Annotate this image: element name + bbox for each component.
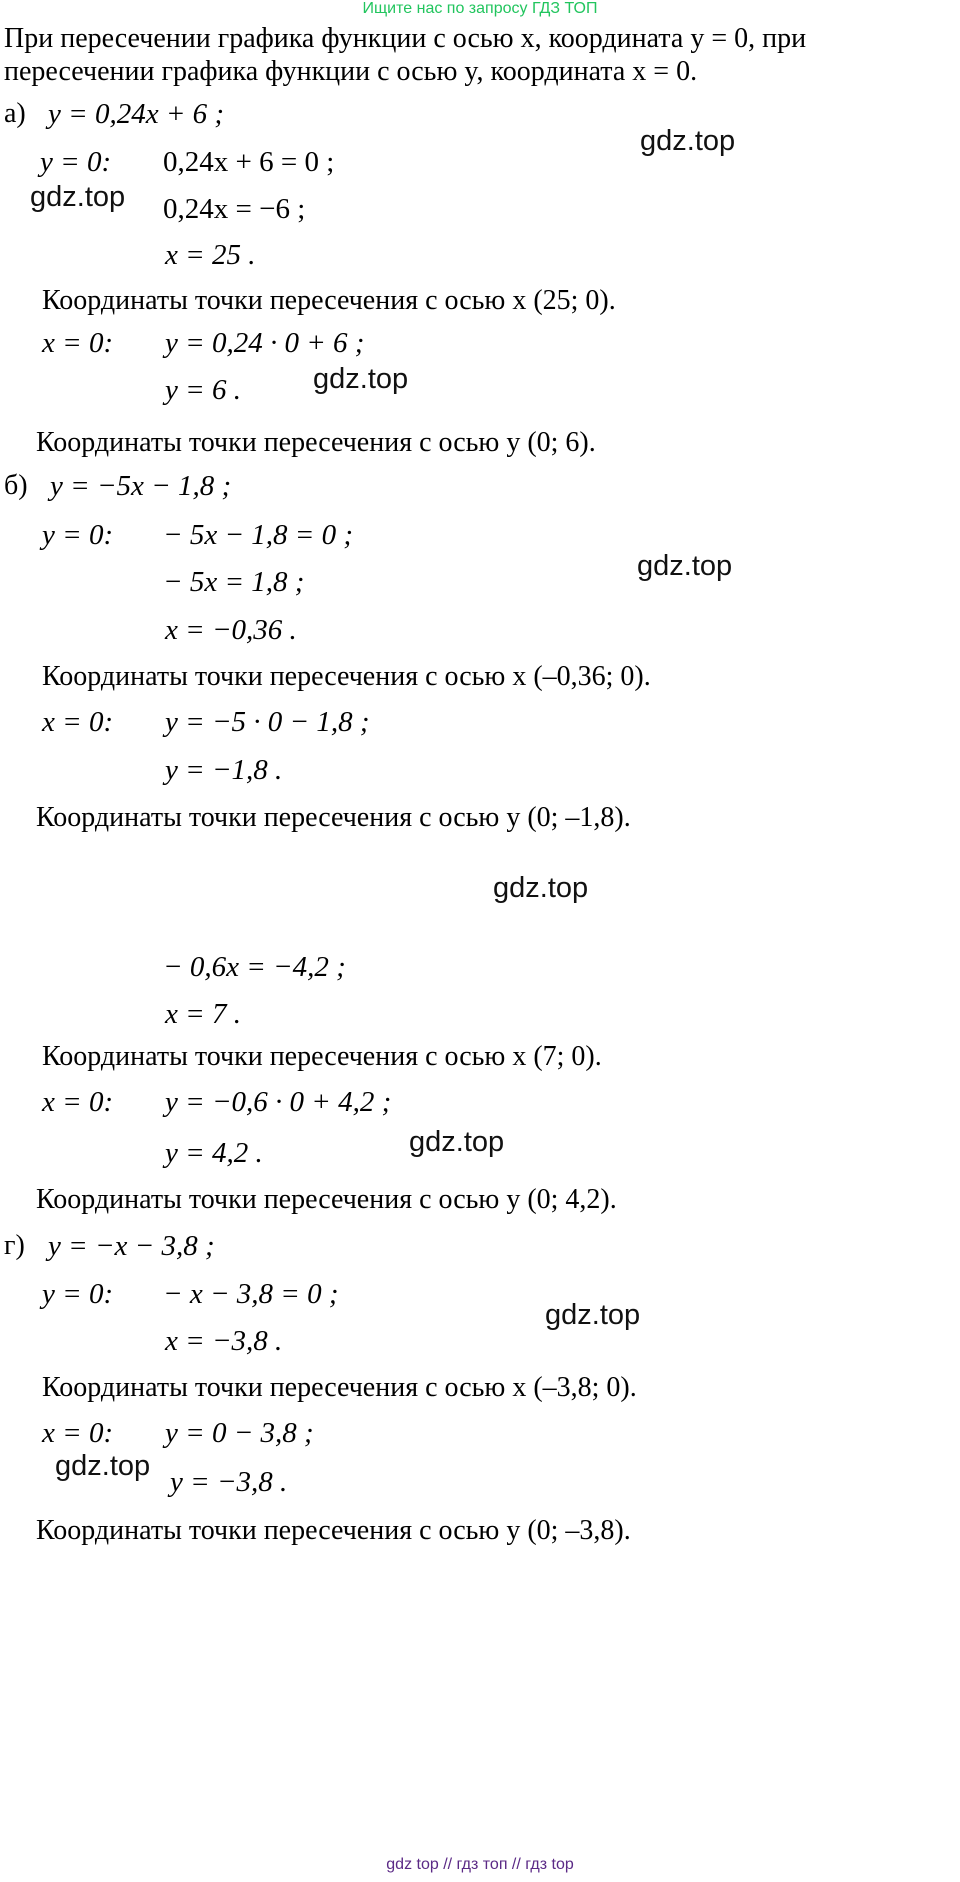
part-a-step1: 0,24x + 6 = 0 ;: [163, 146, 335, 178]
part-v-step2: − 0,6x = −4,2 ;: [163, 951, 346, 983]
part-v-result-y: Координаты точки пересечения с осью y (0; 4,2).: [36, 1184, 617, 1215]
part-b-result-y: Координаты точки пересечения с осью y (0; –1,8).: [36, 802, 631, 833]
part-a-result-y: Координаты точки пересечения с осью y (0; 6).: [36, 427, 596, 458]
part-v-step3: x = 7 .: [165, 998, 241, 1030]
watermark: gdz.top: [545, 1299, 641, 1331]
part-g-step3: y = 0 − 3,8 ;: [165, 1417, 314, 1449]
watermark: gdz.top: [55, 1450, 151, 1482]
part-a-step5: y = 6 .: [165, 374, 241, 406]
footer-links[interactable]: gdz top // гдз топ // гдз top: [386, 1856, 574, 1873]
watermark: gdz.top: [30, 181, 126, 213]
part-a-step3: x = 25 .: [165, 239, 256, 271]
part-a-cond-y0: y = 0:: [40, 146, 112, 178]
part-b-step2: − 5x = 1,8 ;: [163, 566, 305, 598]
part-v-step4: y = −0,6 · 0 + 4,2 ;: [165, 1086, 392, 1118]
part-g-label: г): [4, 1230, 25, 1261]
part-b-step1: − 5x − 1,8 = 0 ;: [163, 519, 353, 551]
part-g-step2: x = −3,8 .: [165, 1325, 283, 1357]
part-v-step5: y = 4,2 .: [165, 1137, 263, 1169]
part-g-equation: y = −x − 3,8 ;: [48, 1230, 215, 1262]
top-search-link[interactable]: Ищите нас по запросу ГДЗ ТОП: [362, 0, 598, 17]
watermark: gdz.top: [493, 872, 589, 904]
part-a-step4: y = 0,24 · 0 + 6 ;: [165, 327, 365, 359]
part-a-step2: 0,24x = −6 ;: [163, 193, 306, 225]
part-b-result-x: Координаты точки пересечения с осью x (–0,36; 0).: [42, 661, 651, 692]
part-b-step5: y = −1,8 .: [165, 754, 283, 786]
watermark: gdz.top: [409, 1126, 505, 1158]
part-a-cond-x0: x = 0:: [42, 327, 114, 359]
part-v-cond-x0: x = 0:: [42, 1086, 114, 1118]
intro-line-1: При пересечении графика функции с осью x, координата y = 0, при: [4, 23, 807, 54]
part-b-label: б): [4, 470, 28, 501]
watermark: gdz.top: [313, 363, 409, 395]
part-a-label: а): [4, 98, 26, 129]
part-g-step4: y = −3,8 .: [170, 1466, 288, 1498]
part-v-result-x: Координаты точки пересечения с осью x (7; 0).: [42, 1041, 602, 1072]
part-g-result-x: Координаты точки пересечения с осью x (–3,8; 0).: [42, 1372, 637, 1403]
part-g-step1: − x − 3,8 = 0 ;: [163, 1278, 339, 1310]
part-g-result-y: Координаты точки пересечения с осью y (0; –3,8).: [36, 1515, 631, 1546]
part-b-step3: x = −0,36 .: [165, 614, 297, 646]
part-b-equation: y = −5x − 1,8 ;: [50, 470, 232, 502]
part-b-cond-x0: x = 0:: [42, 706, 114, 738]
part-a-result-x: Координаты точки пересечения с осью x (25; 0).: [42, 285, 616, 316]
intro-line-2: пересечении графика функции с осью y, координата x = 0.: [4, 56, 698, 87]
part-b-cond-y0: y = 0:: [42, 519, 114, 551]
part-a-equation: y = 0,24x + 6 ;: [48, 98, 225, 130]
part-g-cond-x0: x = 0:: [42, 1417, 114, 1449]
watermark: gdz.top: [640, 125, 736, 157]
watermark: gdz.top: [637, 550, 733, 582]
part-g-cond-y0: y = 0:: [42, 1278, 114, 1310]
part-b-step4: y = −5 · 0 − 1,8 ;: [165, 706, 370, 738]
